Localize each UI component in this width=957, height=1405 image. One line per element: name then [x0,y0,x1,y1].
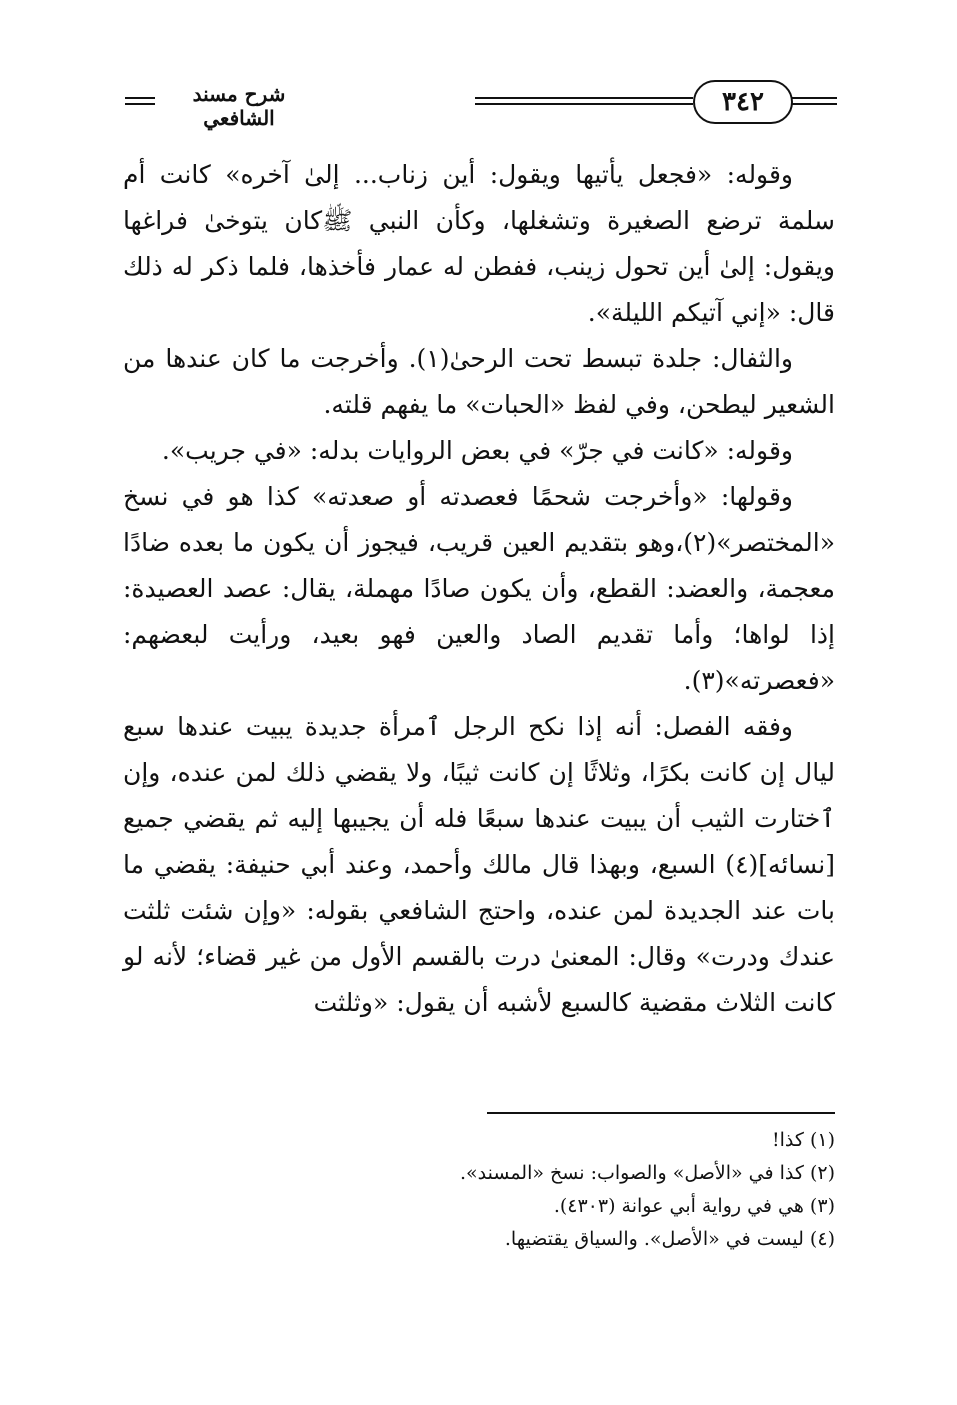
paragraph: وقوله: «كانت في جرّ» في بعض الروايات بدله: «في جريب». [161,436,793,465]
footnote: (١) كذا! [771,1129,835,1151]
footnote: (٣) هي في رواية أبي عوانة (٤٣٠٣). [553,1195,835,1217]
header-rule-left [125,97,155,105]
footnote-separator [487,1112,835,1114]
running-title: شرح مسند الشافعي [192,82,286,130]
footnote: (٢) كذا في «الأصل» والصواب: نسخ «المسند». [460,1162,835,1184]
header-rule-right [791,97,837,105]
footnotes [123,1124,835,1256]
paragraph: وقوله: «فجعل يأتيها ويقول: أين زناب... إلىٰ آخره» كانت أم سلمة ترضع الصغيرة وتشغلها، وكأن النبي ﷺكان يتوخىٰ فراغها ويقول: إلىٰ أين تحول زينب، ففطن له عمار فأخذها، فلما ذكر له ذلك قال: «إني آتيكم الليلة». [123,160,835,327]
header-rule-middle [475,97,693,105]
running-header [125,80,837,128]
footnote: (٤) ليست في «الأصل». والسياق يقتضيها. [504,1228,835,1250]
paragraph: والثفال: جلدة تبسط تحت الرحىٰ(١). وأخرجت ما كان عندها من الشعير ليطحن، وفي لفظ «الحبات» ما يفهم قلته. [123,344,835,419]
paragraph: وفقه الفصل: أنه إذا نكح الرجل ٱمرأة جديدة يبيت عندها سبع ليال إن كانت بكرًا، وثلاثًا إن كانت ثيبًا، ولا يقضي ذلك لمن عنده، وإن ٱختارت الثيب أن يبيت عندها سبعًا فله أن يجيبها إليه ثم يقضي جميع [نسائه](٤) السبع، وبهذا قال مالك وأحمد، وعند أبي حنيفة: يقضي ما بات عند الجديدة لمن عنده، واحتج الشافعي بقوله: «وإن شئت ثلثت عندك ودرت» وقال: المعنىٰ درت بالقسم الأول من غير قضاء؛ لأنه لو كانت الثلاث مقضية كالسبع لأشبه أن يقول: «وثلثت [123,712,835,1017]
paragraph: وقولها: «وأخرجت شحمًا فعصدته أو صعدته» كذا هو في نسخ «المختصر»(٢)،وهو بتقديم العين قريب، فيجوز أن يكون ما بعده ضادًا معجمة، والعضد: القطع، وأن يكون صادًا مهملة، يقال: عصد العصيدة: إذا لواها؛ وأما تقديم الصاد والعين فهو بعيد، ورأيت لبعضهم: «فعصرته»(٣). [123,482,835,695]
page-number: ٣٤٢ [693,80,793,124]
main-text [123,152,835,1026]
